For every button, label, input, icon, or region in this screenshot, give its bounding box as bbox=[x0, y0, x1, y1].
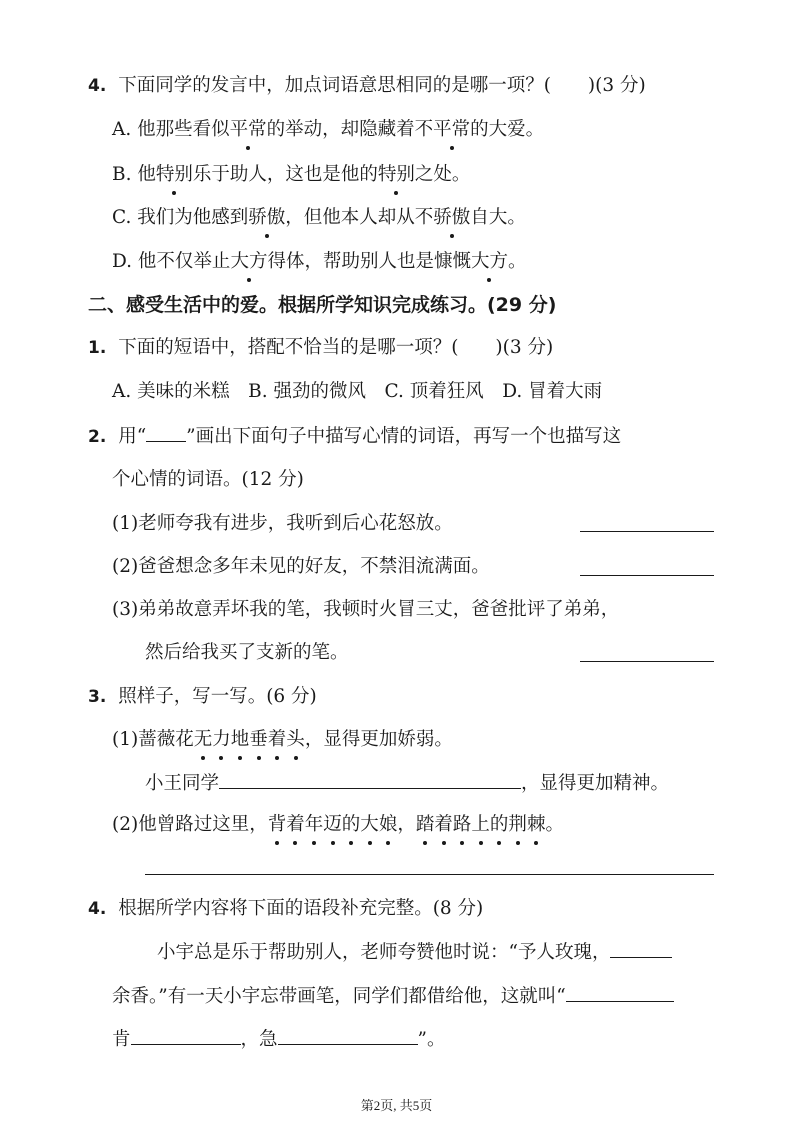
option-text: D. 他不仅举止 bbox=[112, 251, 231, 272]
sentence-text: ， bbox=[397, 814, 416, 835]
q2-item-1-answer-line[interactable] bbox=[580, 531, 714, 532]
option-text: 的举动，却隐藏着不 bbox=[266, 119, 434, 140]
option-text: 的大爱。 bbox=[470, 119, 545, 140]
q4-top-number: 4. bbox=[88, 76, 107, 96]
emphasized-char: 的 bbox=[490, 812, 509, 838]
sentence-text: ，显得更加娇弱。 bbox=[304, 729, 453, 750]
option-text: C. 我们为他感到 bbox=[112, 207, 249, 228]
emphasized-char: 的 bbox=[342, 812, 361, 838]
q4-blank-2[interactable] bbox=[566, 983, 674, 1002]
sentence-text: (2)他曾路过这里， bbox=[112, 814, 268, 835]
q2-item-3-continued: 然后给我买了支新的笔。 bbox=[145, 642, 349, 663]
q3-stem bbox=[88, 684, 317, 710]
q4-number: 4. bbox=[88, 899, 107, 919]
emphasized-char: 上 bbox=[471, 812, 490, 838]
emphasized-char: 力 bbox=[212, 727, 231, 753]
emphasized-char: 头 bbox=[286, 727, 305, 753]
emphasized-char: 垂 bbox=[249, 727, 268, 753]
emphasized-phrase bbox=[268, 814, 398, 835]
q4-top-option-c bbox=[112, 205, 526, 231]
emphasized-word: 特别 bbox=[156, 162, 193, 188]
paragraph-text: ”。 bbox=[417, 1029, 446, 1050]
emphasized-word: 大方 bbox=[471, 249, 508, 275]
emphasized-char: 大 bbox=[360, 812, 379, 838]
q4-top-option-b bbox=[112, 162, 470, 188]
emphasized-char: 棘 bbox=[527, 812, 546, 838]
paragraph-text: ，急 bbox=[240, 1029, 278, 1050]
q4-stem-text: 根据所学内容将下面的语段补充完整。(8 分) bbox=[118, 898, 484, 919]
q4-top-stem bbox=[88, 73, 646, 99]
q3-item-1-fill bbox=[145, 770, 669, 797]
page-footer: 第2页, 共5页 bbox=[360, 1098, 433, 1113]
option-text: 。 bbox=[507, 251, 527, 272]
paragraph-text: 小宇总是乐于帮助别人，老师夸赞他时说：“予人玫瑰， bbox=[157, 942, 611, 963]
option-text: ，但他本人却从不 bbox=[285, 207, 434, 228]
sentence-text: 小王同学 bbox=[145, 773, 220, 794]
emphasized-char: 路 bbox=[453, 812, 472, 838]
emphasized-word: 骄傲 bbox=[433, 205, 470, 231]
option-text: A. 他那些看似 bbox=[112, 119, 230, 140]
emphasized-char: 年 bbox=[305, 812, 324, 838]
q2-number: 2. bbox=[88, 427, 107, 447]
q4-blank-4[interactable] bbox=[278, 1026, 418, 1045]
emphasized-char: 背 bbox=[268, 812, 287, 838]
q2-item-3-answer-line[interactable] bbox=[580, 661, 714, 662]
q3-item-1-blank[interactable] bbox=[219, 770, 521, 789]
emphasized-char: 无 bbox=[194, 727, 213, 753]
emphasized-char: 踏 bbox=[416, 812, 435, 838]
emphasized-char: 荆 bbox=[508, 812, 527, 838]
q4-top-option-d bbox=[112, 249, 527, 275]
q2-stem-line2: 个心情的词语。(12 分) bbox=[112, 469, 304, 490]
emphasized-phrase bbox=[194, 729, 305, 750]
option-text: 之处。 bbox=[414, 164, 471, 185]
emphasized-word: 大方 bbox=[230, 249, 267, 275]
option-text: 乐于助人，这也是他的 bbox=[192, 164, 378, 185]
q4-paragraph-line2 bbox=[112, 983, 674, 1010]
q1-options: A. 美味的米糕 B. 强劲的微风 C. 顶着狂风 D. 冒着大雨 bbox=[112, 381, 603, 402]
sentence-text: 。 bbox=[545, 814, 564, 835]
sentence-text: (1)蔷薇花 bbox=[112, 729, 194, 750]
option-text: B. 他 bbox=[112, 164, 156, 185]
emphasized-char: 着 bbox=[434, 812, 453, 838]
q3-item-2-answer-line[interactable] bbox=[145, 874, 714, 875]
q2-stem-pre: 用“ bbox=[118, 426, 147, 447]
paragraph-text: 肯 bbox=[112, 1029, 131, 1050]
option-text: 自大。 bbox=[470, 207, 526, 228]
emphasized-char: 着 bbox=[268, 727, 287, 753]
q1-stem bbox=[88, 335, 553, 361]
emphasized-word: 平常 bbox=[433, 117, 470, 143]
q2-item-1: (1)老师夸我有进步，我听到后心花怒放。 bbox=[112, 513, 453, 534]
emphasized-char: 迈 bbox=[323, 812, 342, 838]
q3-item-1 bbox=[112, 727, 453, 753]
q2-item-2-answer-line[interactable] bbox=[580, 575, 714, 576]
section-2-title: 二、感受生活中的爱。根据所学知识完成练习。(29 分) bbox=[88, 294, 557, 316]
option-text: 得体，帮助别人也是慷慨 bbox=[267, 251, 471, 272]
emphasized-phrase bbox=[416, 814, 546, 835]
underline-sample bbox=[146, 423, 186, 442]
q4-paragraph-line1 bbox=[157, 939, 672, 966]
emphasized-char: 着 bbox=[286, 812, 305, 838]
q2-stem bbox=[88, 423, 621, 450]
q3-number: 3. bbox=[88, 687, 107, 707]
emphasized-word: 平常 bbox=[230, 117, 267, 143]
q2-item-2: (2)爸爸想念多年未见的好友，不禁泪流满面。 bbox=[112, 556, 490, 577]
q3-stem-text: 照样子，写一写。(6 分) bbox=[118, 686, 317, 707]
q4-stem bbox=[88, 896, 483, 922]
q4-top-option-a bbox=[112, 117, 544, 143]
q4-top-stem-text: 下面同学的发言中，加点词语意思相同的是哪一项？( )(3 分) bbox=[118, 75, 646, 96]
sentence-text: ，显得更加精神。 bbox=[521, 773, 670, 794]
q2-stem-post: ”画出下面句子中描写心情的词语，再写一个也描写这 bbox=[186, 426, 622, 447]
q1-stem-text: 下面的短语中，搭配不恰当的是哪一项？( )(3 分) bbox=[118, 337, 554, 358]
emphasized-word: 骄傲 bbox=[248, 205, 285, 231]
paragraph-text: 余香。”有一天小宇忘带画笔，同学们都借给他，这就叫“ bbox=[112, 986, 566, 1007]
q4-blank-3[interactable] bbox=[131, 1026, 241, 1045]
q3-item-2 bbox=[112, 812, 564, 838]
q1-number: 1. bbox=[88, 338, 107, 358]
q4-blank-1[interactable] bbox=[610, 939, 672, 958]
q2-item-3: (3)弟弟故意弄坏我的笔，我顿时火冒三丈，爸爸批评了弟弟， bbox=[112, 599, 620, 620]
emphasized-char: 地 bbox=[231, 727, 250, 753]
q4-paragraph-line3 bbox=[112, 1026, 446, 1053]
emphasized-word: 特别 bbox=[378, 162, 415, 188]
emphasized-char: 娘 bbox=[379, 812, 398, 838]
